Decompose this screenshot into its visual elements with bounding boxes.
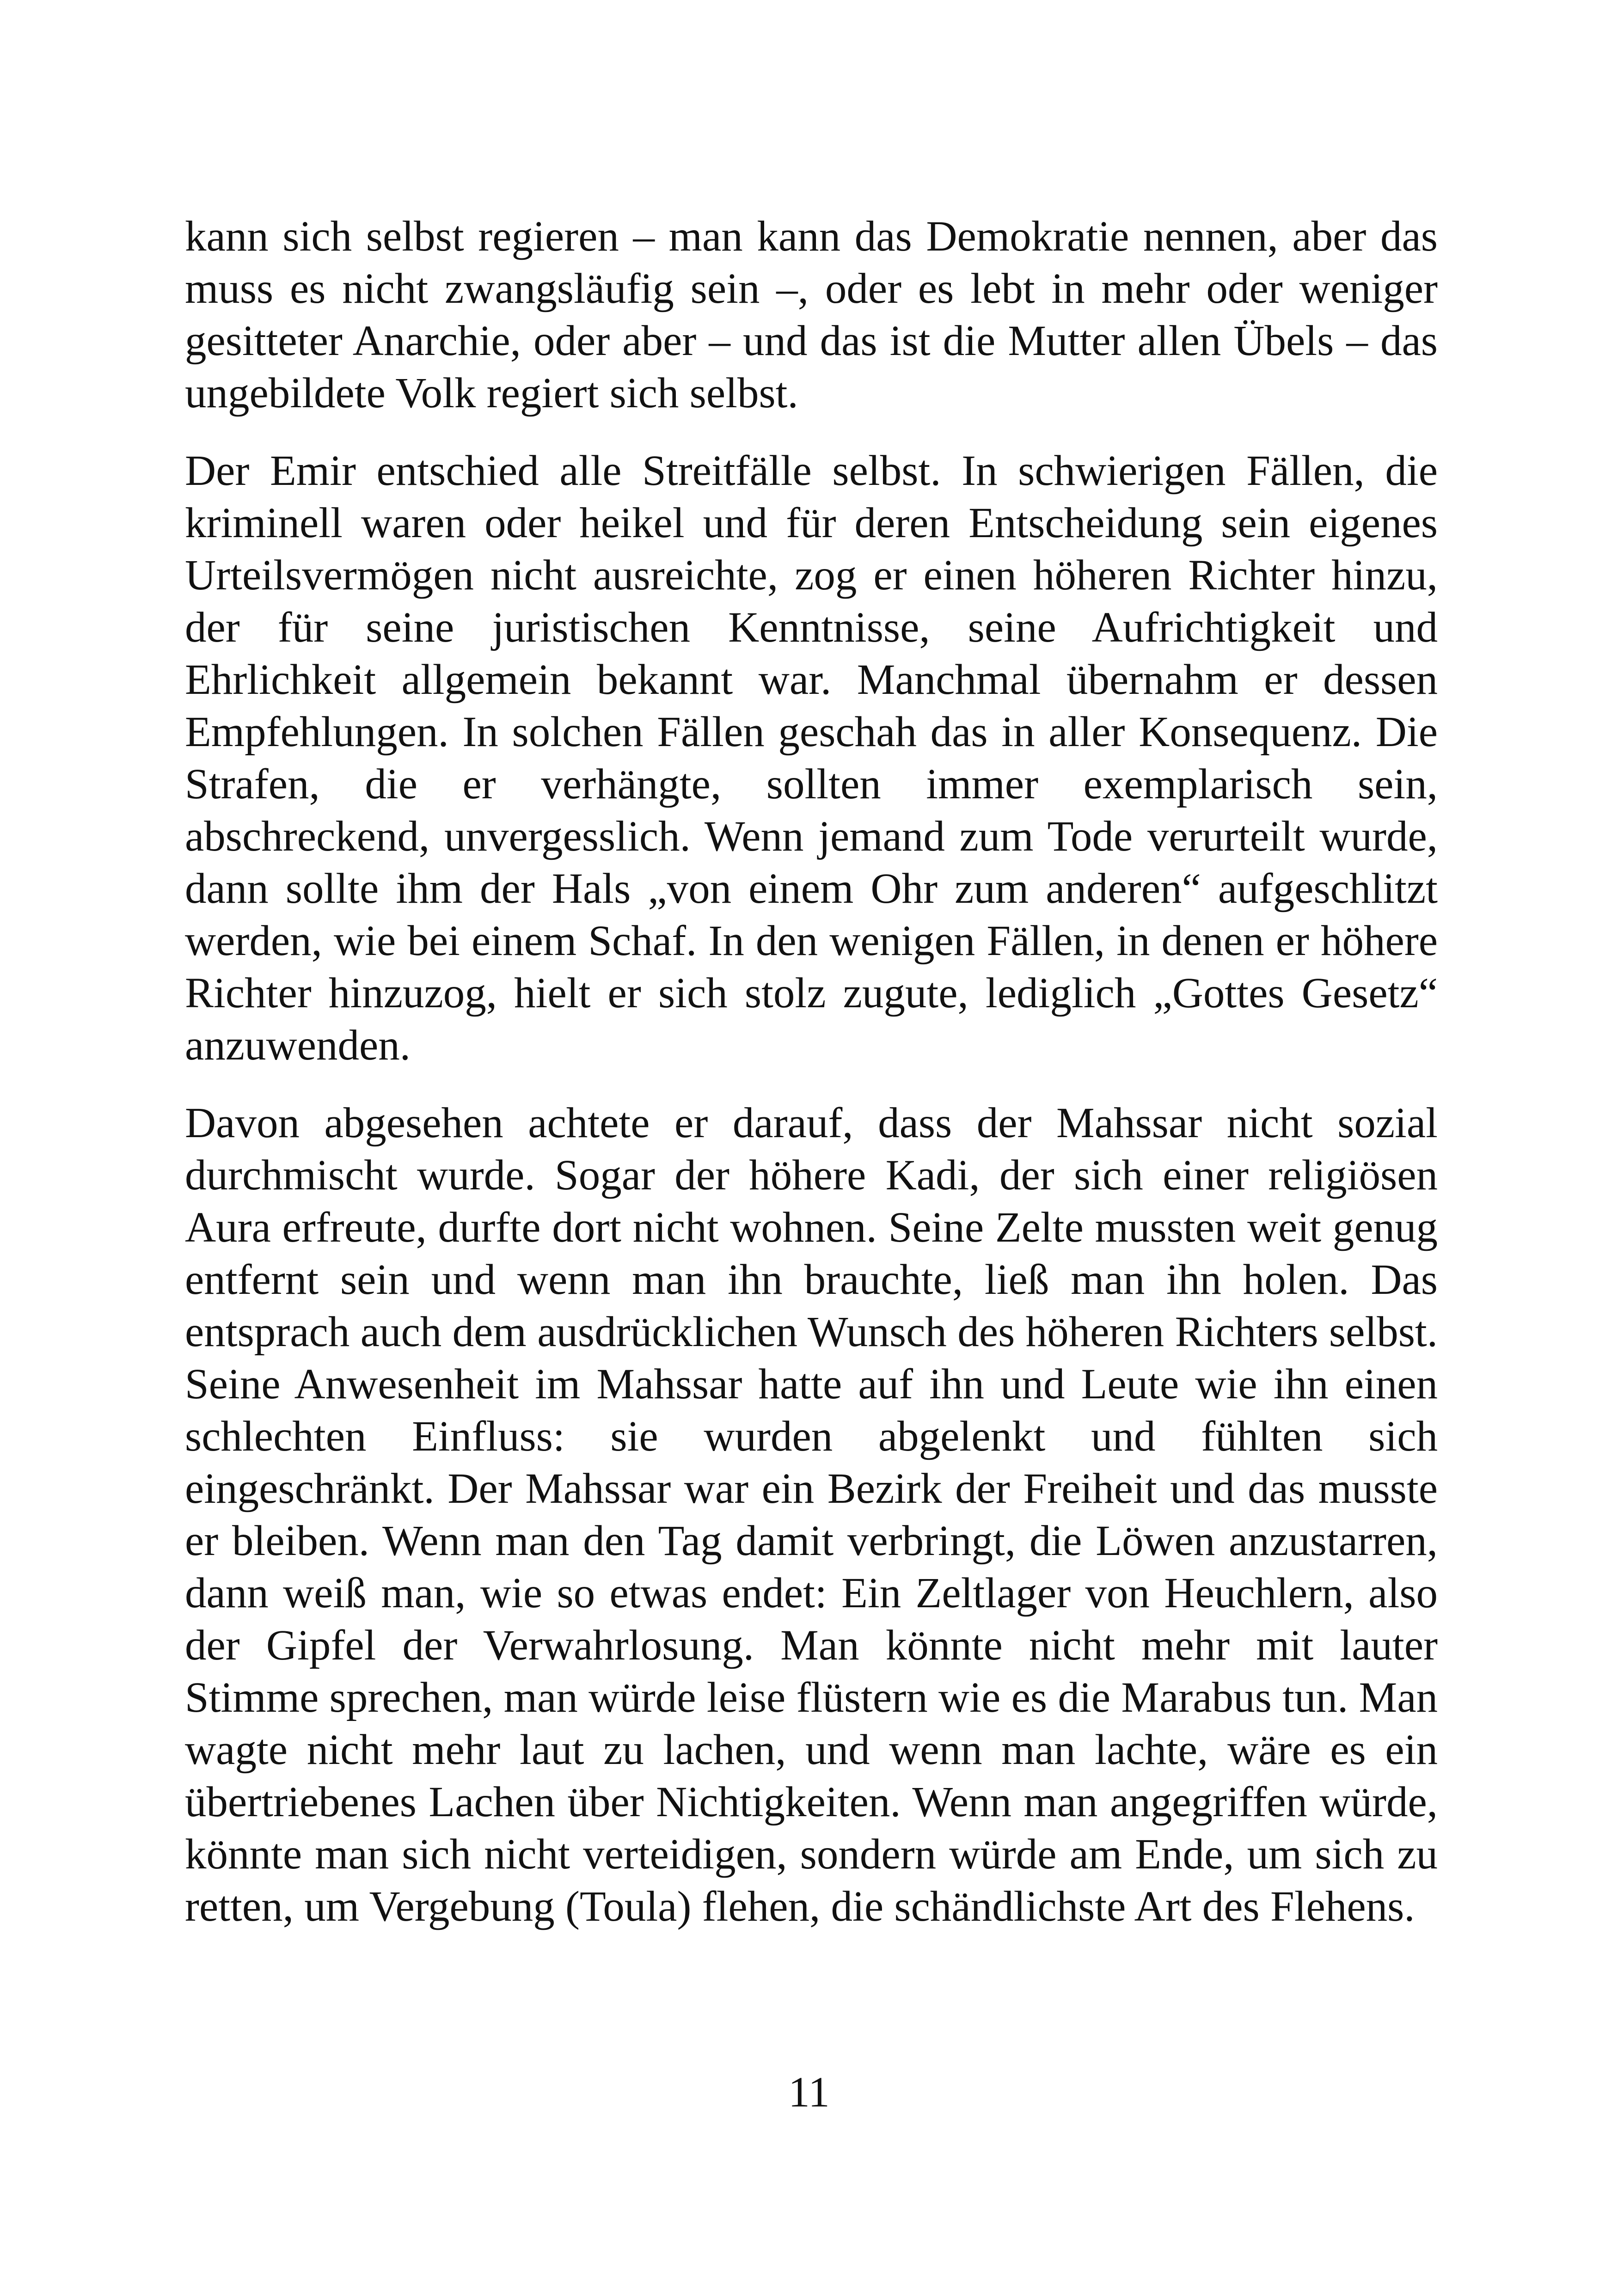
paragraph-1: kann sich selbst regieren – man kann das Demokratie nennen, aber das muss es nicht zwangsläufig sein –, oder es lebt in mehr oder weniger gesitteter Anarchie, oder aber – und das ist die Mutter allen Übels – das ungebildete Volk regiert sich selbst. <box>185 213 1438 417</box>
page-number: 11 <box>788 2069 830 2116</box>
paragraph-2: Der Emir entschied alle Streitfälle selbst. In schwierigen Fällen, die kriminell waren oder heikel und für deren Entscheidung sein eigenes Urteilsvermögen nicht ausreichte, zog er einen höheren Richter hinzu, der für seine juristischen Kenntnisse, seine Aufrichtigkeit und Ehrlichkeit allgemein bekannt war. Manchmal übernahm er dessen Empfehlungen. In solchen Fällen geschah das in aller Konsequenz. Die Strafen, die er verhängte, sollten immer exemplarisch sein, abschreckend, unvergesslich. Wenn jemand zum Tode verurteilt wurde, dann sollte ihm der Hals „von einem Ohr zum anderen“ aufgeschlitzt werden, wie bei einem Schaf. In den wenigen Fällen, in denen er höhere Richter hinzuzog, hielt er sich stolz zugute, lediglich „Gottes Gesetz“ anzuwenden. <box>185 447 1438 1069</box>
paragraph-3: Davon abgesehen achtete er darauf, dass der Mahssar nicht sozial durchmischt wurde. Sogar der höhere Kadi, der sich einer religiösen Aura erfreute, durfte dort nicht wohnen. Seine Zelte mussten weit genug entfernt sein und wenn man ihn brauchte, ließ man ihn holen. Das entsprach auch dem ausdrücklichen Wunsch des höheren Richters selbst. Seine Anwesenheit im Mahssar hatte auf ihn und Leute wie ihn einen schlechten Einfluss: sie wurden abgelenkt und fühlten sich eingeschränkt. Der Mahssar war ein Bezirk der Freiheit und das musste er bleiben. Wenn man den Tag damit verbringt, die Löwen anzustarren, dann weiß man, wie so etwas endet: Ein Zeltlager von Heuchlern, also der Gipfel der Verwahrlosung. Man könnte nicht mehr mit lauter Stimme sprechen, man würde leise flüstern wie es die Marabus tun. Man wagte nicht mehr laut zu lachen, und wenn man lachte, wäre es ein übertriebenes Lachen über Nichtigkeiten. Wenn man angegriffen würde, könnte man sich nicht verteidigen, sondern würde am Ende, um sich zu retten, um Vergebung (Toula) flehen, die schändlichste Art des Flehens. <box>185 1099 1438 1930</box>
body-text <box>185 210 1438 1958</box>
